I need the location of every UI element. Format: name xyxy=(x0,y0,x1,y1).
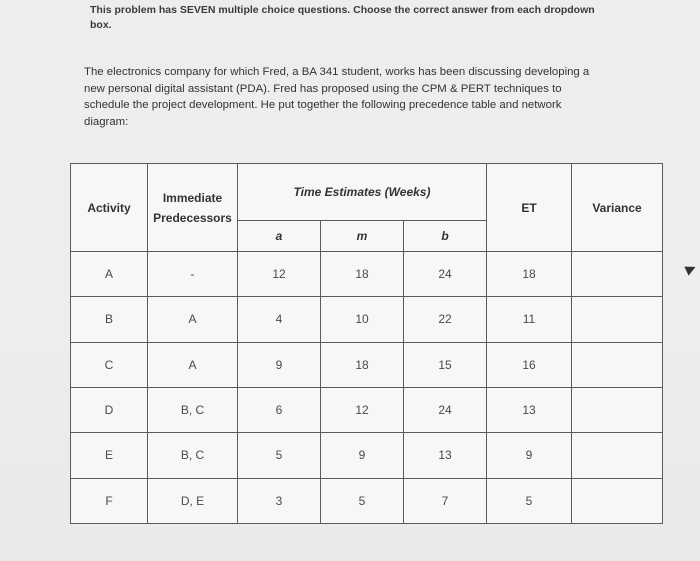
cell-predecessors: - xyxy=(148,252,238,297)
cell-b: 22 xyxy=(404,297,487,342)
cell-b: 15 xyxy=(404,342,487,387)
cell-variance-dropdown[interactable] xyxy=(572,297,663,342)
cell-et: 18 xyxy=(487,252,572,297)
header-immediate-label: Immediate xyxy=(162,190,223,205)
cell-a: 4 xyxy=(238,297,321,342)
mouse-pointer-icon xyxy=(684,262,697,275)
table-row xyxy=(71,252,663,297)
precedence-table-wrapper xyxy=(70,163,662,524)
cell-variance-dropdown[interactable] xyxy=(572,478,663,523)
cell-variance-dropdown[interactable] xyxy=(572,433,663,478)
cell-activity: C xyxy=(71,342,148,387)
precedence-table xyxy=(70,163,663,524)
header-predecessors xyxy=(148,164,238,252)
cell-et: 13 xyxy=(487,387,572,432)
cell-activity: F xyxy=(71,478,148,523)
cell-m: 5 xyxy=(321,478,404,523)
cell-m: 18 xyxy=(321,252,404,297)
cell-activity: A xyxy=(71,252,148,297)
instructions-text: This problem has SEVEN multiple choice questions. Choose the correct answer from each dropdown box. xyxy=(90,4,595,31)
header-m: m xyxy=(321,221,404,252)
cell-et: 11 xyxy=(487,297,572,342)
cell-a: 9 xyxy=(238,342,321,387)
problem-text: The electronics company for which Fred, a BA 341 student, works has been discussing developing a new personal digital assistant (PDA). Fred has proposed using the CPM & PERT techniques to schedule the project development. He put together the following precedence table and network diagram: xyxy=(84,66,590,128)
cell-activity: E xyxy=(71,433,148,478)
cell-variance-dropdown[interactable] xyxy=(572,342,663,387)
cell-m: 18 xyxy=(321,342,404,387)
table-row xyxy=(71,297,663,342)
cell-a: 5 xyxy=(238,433,321,478)
header-predecessors-label: Predecessors xyxy=(153,210,232,225)
cell-variance-dropdown[interactable] xyxy=(572,252,663,297)
header-time-estimates: Time Estimates (Weeks) xyxy=(238,164,487,221)
header-b: b xyxy=(404,221,487,252)
cell-b: 13 xyxy=(404,433,487,478)
cell-predecessors: A xyxy=(148,342,238,387)
cell-activity: B xyxy=(71,297,148,342)
cell-a: 6 xyxy=(238,387,321,432)
cell-predecessors: A xyxy=(148,297,238,342)
table-row xyxy=(71,387,663,432)
cell-et: 16 xyxy=(487,342,572,387)
cell-et: 5 xyxy=(487,478,572,523)
cell-predecessors: B, C xyxy=(148,433,238,478)
cell-b: 7 xyxy=(404,478,487,523)
cell-b: 24 xyxy=(404,387,487,432)
cell-a: 3 xyxy=(238,478,321,523)
cell-et: 9 xyxy=(487,433,572,478)
cell-m: 9 xyxy=(321,433,404,478)
table-row xyxy=(71,342,663,387)
cell-predecessors: D, E xyxy=(148,478,238,523)
header-activity: Activity xyxy=(71,164,148,252)
cell-b: 24 xyxy=(404,252,487,297)
header-variance: Variance xyxy=(572,164,663,252)
table-row xyxy=(71,478,663,523)
cell-variance-dropdown[interactable] xyxy=(572,387,663,432)
cell-m: 10 xyxy=(321,297,404,342)
table-row xyxy=(71,433,663,478)
header-et: ET xyxy=(487,164,572,252)
header-a: a xyxy=(238,221,321,252)
cell-m: 12 xyxy=(321,387,404,432)
cell-a: 12 xyxy=(238,252,321,297)
cell-activity: D xyxy=(71,387,148,432)
cell-predecessors: B, C xyxy=(148,387,238,432)
